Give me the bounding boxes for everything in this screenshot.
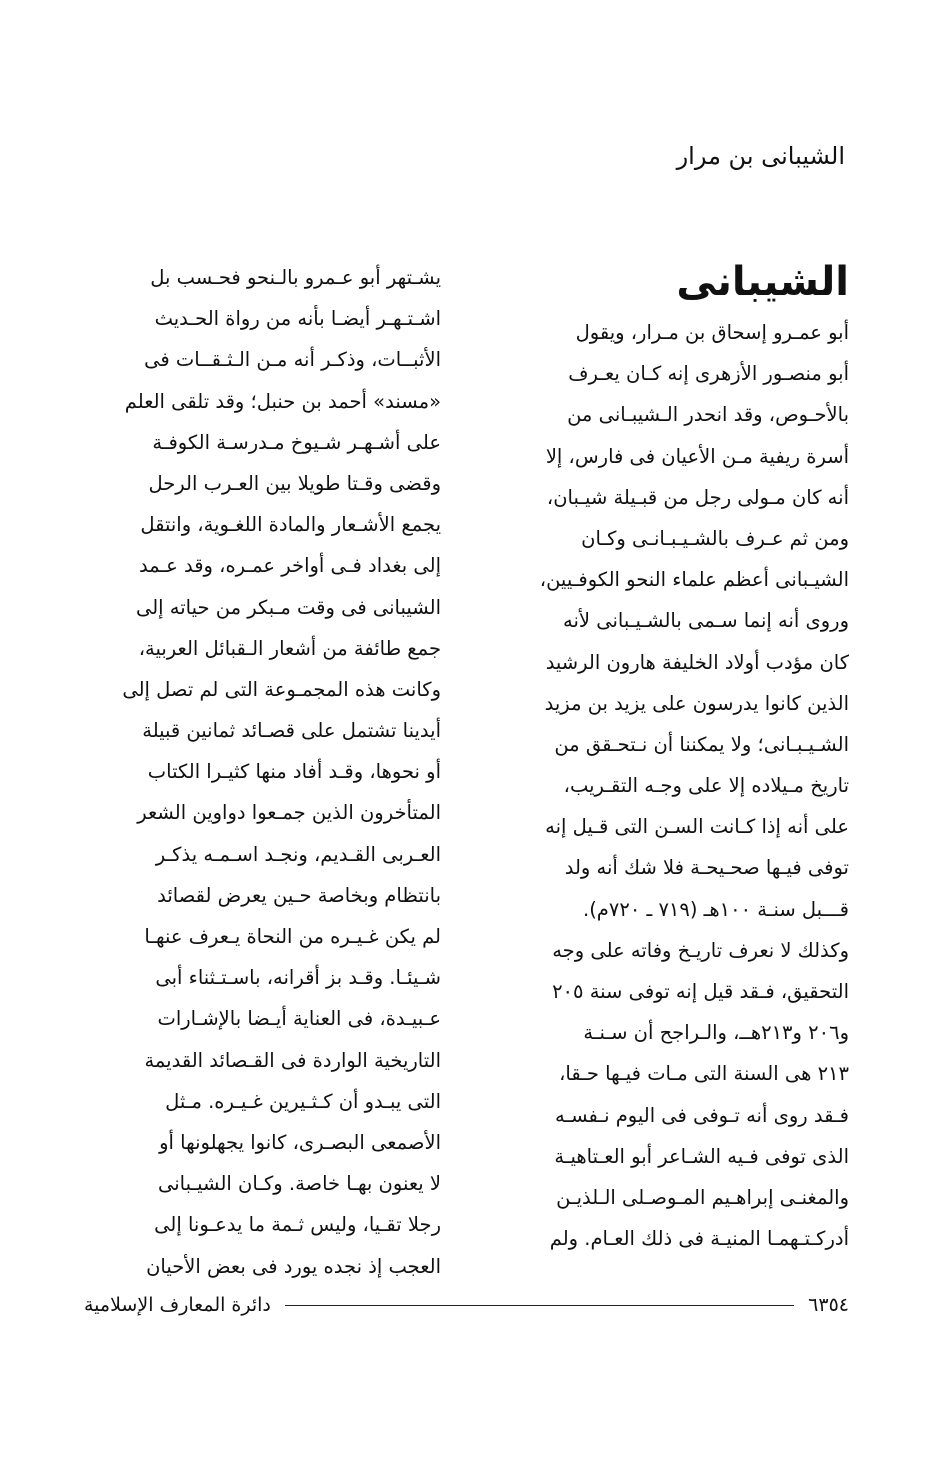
text-line: التاريخية الواردة فى القـصائد القديمة: [144, 1048, 441, 1072]
text-line: العـربى القـديم، ونجـد اسـمـه يذكـر: [155, 842, 441, 866]
text-line: وروى أنه إنما سـمى بالشـيـبانى لأنه: [563, 609, 849, 633]
text-line: أنه كان مـولى رجل من قبـيلة شيـبان،: [546, 485, 849, 509]
text-line: فـقد روى أنه تـوفى فى اليوم نـفسـه: [554, 1103, 849, 1127]
footer-rule: [285, 1305, 794, 1306]
text-line: الشـيـبـانى؛ ولا يمكننا أن نـتحـقق من: [554, 732, 849, 756]
text-line: على أنه إذا كـانت السـن التى قـيل إنه: [545, 815, 849, 839]
text-line: ومن ثم عـرف بالشـيـبـانـى وكـان: [581, 526, 849, 550]
text-line: عـبيـدة، فى العناية أيـضا بالإشـارات: [157, 1007, 441, 1031]
text-line: يشـتهر أبو عـمرو بالـنحو فحـسب بل: [150, 266, 441, 289]
text-line: والمغنـى إبراهـيم المـوصـلى الـلذيـن: [556, 1185, 849, 1209]
text-line: أبو منصـور الأزهرى إنه كـان يعـرف: [568, 362, 849, 386]
text-line: يجمع الأشـعار والمادة اللغـوية، وانتقل: [140, 513, 441, 537]
text-line: أسرة ريفية مـن الأعيان فى فارس، إلا: [545, 444, 849, 468]
text-line: بالأحـوص، وقد انحدر الـشيبـانى من: [567, 403, 849, 427]
text-line: اشـتـهـر أيضـا بأنه من رواة الحـديث: [154, 307, 441, 331]
text-line: و٢٠٦ و٢١٣هــ، والـراجح أن سـنـة: [583, 1021, 849, 1045]
text-line: إلى بغداد فـى أواخر عمـره، وقد عـمد: [138, 554, 441, 578]
running-header: الشيبانى بن مرار: [676, 142, 845, 170]
text-line: بانتظام وبخاصة حـين يعرض لقصائد: [157, 883, 441, 907]
text-line: التى يبـدو أن كـثـيرين غـيـره. مـثل: [165, 1089, 441, 1113]
text-line: لا يعنون بهـا خاصة. وكـان الشيـبانى: [157, 1172, 441, 1196]
text-line: توفى فيـها صحـيحـة فلا شك أنه ولد: [564, 856, 849, 880]
text-line: شـيئـا. وقـد بز أقرانه، باسـتـثناء أبى: [155, 966, 441, 990]
text-line: كان مؤدب أولاد الخليفة هارون الرشيد: [545, 650, 849, 674]
text-line: التحقيق، فـقد قيل إنه توفى سنة ٢٠٥: [552, 980, 849, 1003]
text-line: وكانت هذه المجمـوعة التى لم تصل إلى: [122, 677, 441, 701]
text-line: أدركـتـهمـا المنيـة فى ذلك العـام. ولم: [549, 1227, 849, 1251]
publication-name: دائرة المعارف الإسلامية: [84, 1294, 271, 1316]
text-line: أو نحوها، وقـد أفاد منها كثيـرا الكتاب: [147, 760, 441, 784]
text-line: الذى توفى فـيه الشـاعر أبو العـتاهيـة: [554, 1144, 849, 1168]
text-line: العجب إذ نجده يورد فى بعض الأحيان: [146, 1254, 441, 1278]
text-line: على أشـهـر شـيوخ مـدرسـة الكوفـة: [152, 430, 441, 454]
left-column-text: [84, 257, 441, 1287]
text-line: أيدينا تشتمل على قصـائد ثمانين قبيلة: [142, 719, 441, 743]
right-column-text: [492, 312, 849, 1259]
text-line: وكذلك لا نعرف تاريـخ وفاته على وجه: [552, 938, 849, 962]
text-line: وقضى وقـتا طويلا بين العـرب الرحل: [148, 471, 441, 495]
text-line: أبو عمـرو إسحاق بن مـرار، ويقول: [575, 321, 849, 344]
text-line: الشيـبانى أعظم علماء النحو الكوفـيين،: [539, 568, 849, 592]
page-footer: [84, 1290, 849, 1320]
text-line: الأصمعى البصـرى، كانوا يجهلونها أو: [159, 1130, 441, 1154]
text-line: تاريخ مـيلاده إلا على وجـه التقـريب،: [563, 774, 849, 798]
text-line: الذين كانوا يدرسون على يزيد بن مزيد: [544, 691, 849, 715]
text-line: الأثبــات، وذكـر أنه مـن الـثـقــات فى: [144, 348, 441, 372]
text-line: ٢١٣ هى السنة التى مـات فيـها حـقا،: [559, 1062, 849, 1086]
article-title: الشيبانى: [676, 259, 849, 305]
text-line: جمع طائفة من أشعار الـقبائل العربية،: [138, 636, 441, 660]
text-line: الشيبانى فى وقت مـبكر من حياته إلى: [135, 595, 441, 619]
right-column: [492, 252, 849, 1259]
text-line: قـــبل سنـة ١٠٠هـ (٧١٩ ـ ٧٢٠م).: [583, 897, 849, 921]
text-line: رجلا تقـيا، وليس ثـمة ما يدعـونا إلى: [154, 1213, 441, 1237]
page-number: ٦٣٥٤: [808, 1294, 849, 1316]
text-line: «مسند» أحمد بن حنبل؛ وقد تلقى العلم: [124, 389, 441, 413]
text-line: لم يكن غـيـره من النحاة يـعرف عنهـا: [144, 925, 441, 948]
left-column: [84, 257, 441, 1287]
text-line: المتأخرون الذين جمـعوا دواوين الشعر: [137, 801, 441, 825]
